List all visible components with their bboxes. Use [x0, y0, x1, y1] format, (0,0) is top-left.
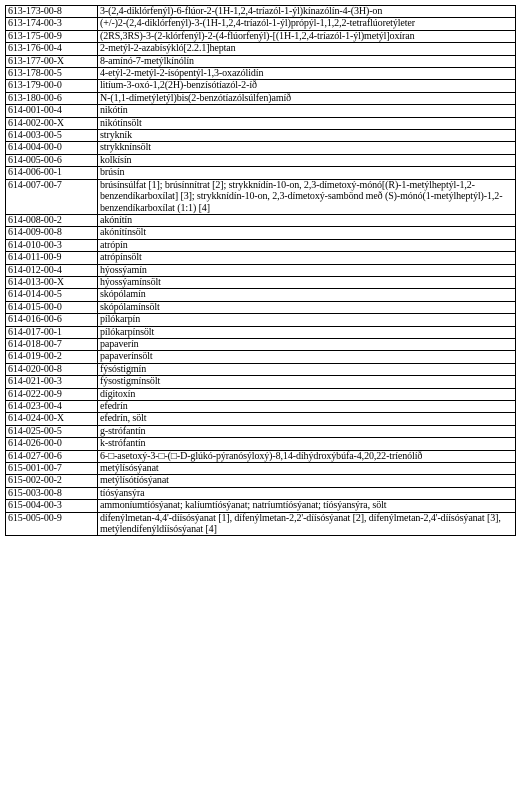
index-number-cell: 613-180-00-6 [6, 92, 98, 104]
table-row [6, 130, 516, 142]
substance-name-cell: hýossýamínsölt [98, 276, 516, 288]
index-number-cell: 615-001-00-7 [6, 463, 98, 475]
index-number-cell: 613-178-00-5 [6, 68, 98, 80]
substance-name-cell: dígitoxín [98, 388, 516, 400]
substance-table [5, 5, 516, 536]
table-row [6, 276, 516, 288]
substance-table-container [5, 5, 515, 536]
substance-name-cell: (+/-)2-(2,4-diklórfenýl)-3-(1H-1,2,4-tríazól-1-ýl)própýl-1,1,2,2-tetraflúoretýleter [98, 18, 516, 30]
index-number-cell: 614-018-00-7 [6, 338, 98, 350]
index-number-cell: 614-025-00-5 [6, 425, 98, 437]
substance-name-cell: efedrín, sölt [98, 413, 516, 425]
substance-name-cell: litíum-3-oxó-1,2(2H)-benzísótíazól-2-íð [98, 80, 516, 92]
index-number-cell: 613-176-00-4 [6, 43, 98, 55]
index-number-cell: 613-175-00-9 [6, 30, 98, 42]
index-number-cell: 614-006-00-1 [6, 167, 98, 179]
index-number-cell: 615-004-00-3 [6, 500, 98, 512]
index-number-cell: 614-021-00-3 [6, 376, 98, 388]
table-row [6, 117, 516, 129]
substance-name-cell: papaverín [98, 338, 516, 350]
index-number-cell: 614-026-00-0 [6, 438, 98, 450]
substance-name-cell: (2RS,3RS)-3-(2-klórfenýl)-2-(4-flúorfenýl)-[(1H-1,2,4-tríazól-1-ýl)metýl]oxíran [98, 30, 516, 42]
substance-name-cell: hýossýamín [98, 264, 516, 276]
substance-name-cell: atrópínsölt [98, 252, 516, 264]
substance-name-cell: akónítínsölt [98, 227, 516, 239]
substance-name-cell: kolkísín [98, 154, 516, 166]
index-number-cell: 615-003-00-8 [6, 487, 98, 499]
table-row [6, 239, 516, 251]
table-row [6, 450, 516, 462]
table-row [6, 6, 516, 18]
table-row [6, 326, 516, 338]
table-row [6, 475, 516, 487]
substance-name-cell: ammoníumtíósýanat; kalíumtíósýanat; natríumtíósýanat; tíósýansýra, sölt [98, 500, 516, 512]
table-row [6, 43, 516, 55]
substance-name-cell: metýlísósýanat [98, 463, 516, 475]
index-number-cell: 614-009-00-8 [6, 227, 98, 239]
index-number-cell: 614-004-00-0 [6, 142, 98, 154]
table-row [6, 401, 516, 413]
substance-name-cell: 8-amínó-7-metýlkínólín [98, 55, 516, 67]
index-number-cell: 614-017-00-1 [6, 326, 98, 338]
table-row [6, 92, 516, 104]
index-number-cell: 614-016-00-6 [6, 314, 98, 326]
substance-name-cell: brúsín [98, 167, 516, 179]
index-number-cell: 614-023-00-4 [6, 401, 98, 413]
substance-name-cell: pílókarpín [98, 314, 516, 326]
table-row [6, 30, 516, 42]
table-row [6, 214, 516, 226]
substance-name-cell: k-strófantín [98, 438, 516, 450]
table-row [6, 487, 516, 499]
table-row [6, 264, 516, 276]
table-row [6, 388, 516, 400]
substance-name-cell: tíósýansýra [98, 487, 516, 499]
substance-name-cell: skópólamín [98, 289, 516, 301]
table-row [6, 500, 516, 512]
table-row [6, 252, 516, 264]
substance-name-cell: strykník [98, 130, 516, 142]
table-row [6, 154, 516, 166]
substance-name-cell: 6-□-asetoxý-3-□-(□-D-glúkó-pýranósýloxý)-8,14-díhýdroxýbúfa-4,20,22-tríenólíð [98, 450, 516, 462]
index-number-cell: 614-013-00-X [6, 276, 98, 288]
table-row [6, 463, 516, 475]
substance-name-cell: g-strófantín [98, 425, 516, 437]
table-row [6, 105, 516, 117]
substance-name-cell: nikótín [98, 105, 516, 117]
substance-name-cell: 4-etýl-2-metýl-2-ísópentýl-1,3-oxazólidín [98, 68, 516, 80]
substance-name-cell: atrópín [98, 239, 516, 251]
index-number-cell: 615-002-00-2 [6, 475, 98, 487]
table-row [6, 68, 516, 80]
index-number-cell: 614-005-00-6 [6, 154, 98, 166]
substance-name-cell: nikótínsölt [98, 117, 516, 129]
substance-name-cell: papaverínsölt [98, 351, 516, 363]
table-row [6, 314, 516, 326]
substance-name-cell: fýsóstigmín [98, 363, 516, 375]
table-row [6, 167, 516, 179]
index-number-cell: 614-012-00-4 [6, 264, 98, 276]
index-number-cell: 614-002-00-X [6, 117, 98, 129]
index-number-cell: 614-014-00-5 [6, 289, 98, 301]
table-row [6, 179, 516, 214]
index-number-cell: 614-007-00-7 [6, 179, 98, 214]
substance-name-cell: pílókarpínsölt [98, 326, 516, 338]
index-number-cell: 614-024-00-X [6, 413, 98, 425]
table-row [6, 512, 516, 536]
substance-name-cell: N-(1,1-dímetýletýl)bis(2-benzótíazólsúlfen)amíð [98, 92, 516, 104]
table-row [6, 338, 516, 350]
table-row [6, 363, 516, 375]
table-row [6, 376, 516, 388]
substance-name-cell: dífenýlmetan-4,4'-díísósýanat [1], dífenýlmetan-2,2'-díísósýanat [2], dífenýlmetan-2,4'-díísósýanat [3], metýlendífenýldíísósýanat [4] [98, 512, 516, 536]
table-row [6, 289, 516, 301]
table-row [6, 80, 516, 92]
table-row [6, 55, 516, 67]
substance-name-cell: fýsostigmínsölt [98, 376, 516, 388]
table-row [6, 413, 516, 425]
substance-name-cell: brúsínsúlfat [1]; brúsínnítrat [2]; strykknídín-10-on, 2,3-dímetoxý-mónó[(R)-1-metýlheptýl-1,2-benzendíkarboxílat] [3]; strykknídín-10-on, 2,3-dímetoxý-sambönd með (S)-mónó(1-metýlheptýl)-1,2-benzendíkarboxílat (1:1) [4] [98, 179, 516, 214]
table-row [6, 425, 516, 437]
index-number-cell: 614-015-00-0 [6, 301, 98, 313]
index-number-cell: 614-019-00-2 [6, 351, 98, 363]
index-number-cell: 614-022-00-9 [6, 388, 98, 400]
index-number-cell: 614-020-00-8 [6, 363, 98, 375]
index-number-cell: 614-011-00-9 [6, 252, 98, 264]
index-number-cell: 613-174-00-3 [6, 18, 98, 30]
table-row [6, 142, 516, 154]
table-row [6, 227, 516, 239]
substance-name-cell: efedrín [98, 401, 516, 413]
index-number-cell: 615-005-00-9 [6, 512, 98, 536]
index-number-cell: 614-027-00-6 [6, 450, 98, 462]
substance-table-body [6, 6, 516, 536]
substance-name-cell: strykknínsölt [98, 142, 516, 154]
index-number-cell: 613-179-00-0 [6, 80, 98, 92]
substance-name-cell: akónítín [98, 214, 516, 226]
table-row [6, 438, 516, 450]
index-number-cell: 614-001-00-4 [6, 105, 98, 117]
table-row [6, 301, 516, 313]
table-row [6, 351, 516, 363]
index-number-cell: 614-008-00-2 [6, 214, 98, 226]
table-row [6, 18, 516, 30]
substance-name-cell: skópólamínsölt [98, 301, 516, 313]
substance-name-cell: 3-(2,4-diklórfenýl)-6-flúor-2-(1H-1,2,4-tríazól-1-ýl)kínazólín-4-(3H)-on [98, 6, 516, 18]
substance-name-cell: 2-metýl-2-azabísýkló[2.2.1]heptan [98, 43, 516, 55]
substance-name-cell: metýlísótíósýanat [98, 475, 516, 487]
index-number-cell: 613-177-00-X [6, 55, 98, 67]
index-number-cell: 614-003-00-5 [6, 130, 98, 142]
index-number-cell: 614-010-00-3 [6, 239, 98, 251]
index-number-cell: 613-173-00-8 [6, 6, 98, 18]
